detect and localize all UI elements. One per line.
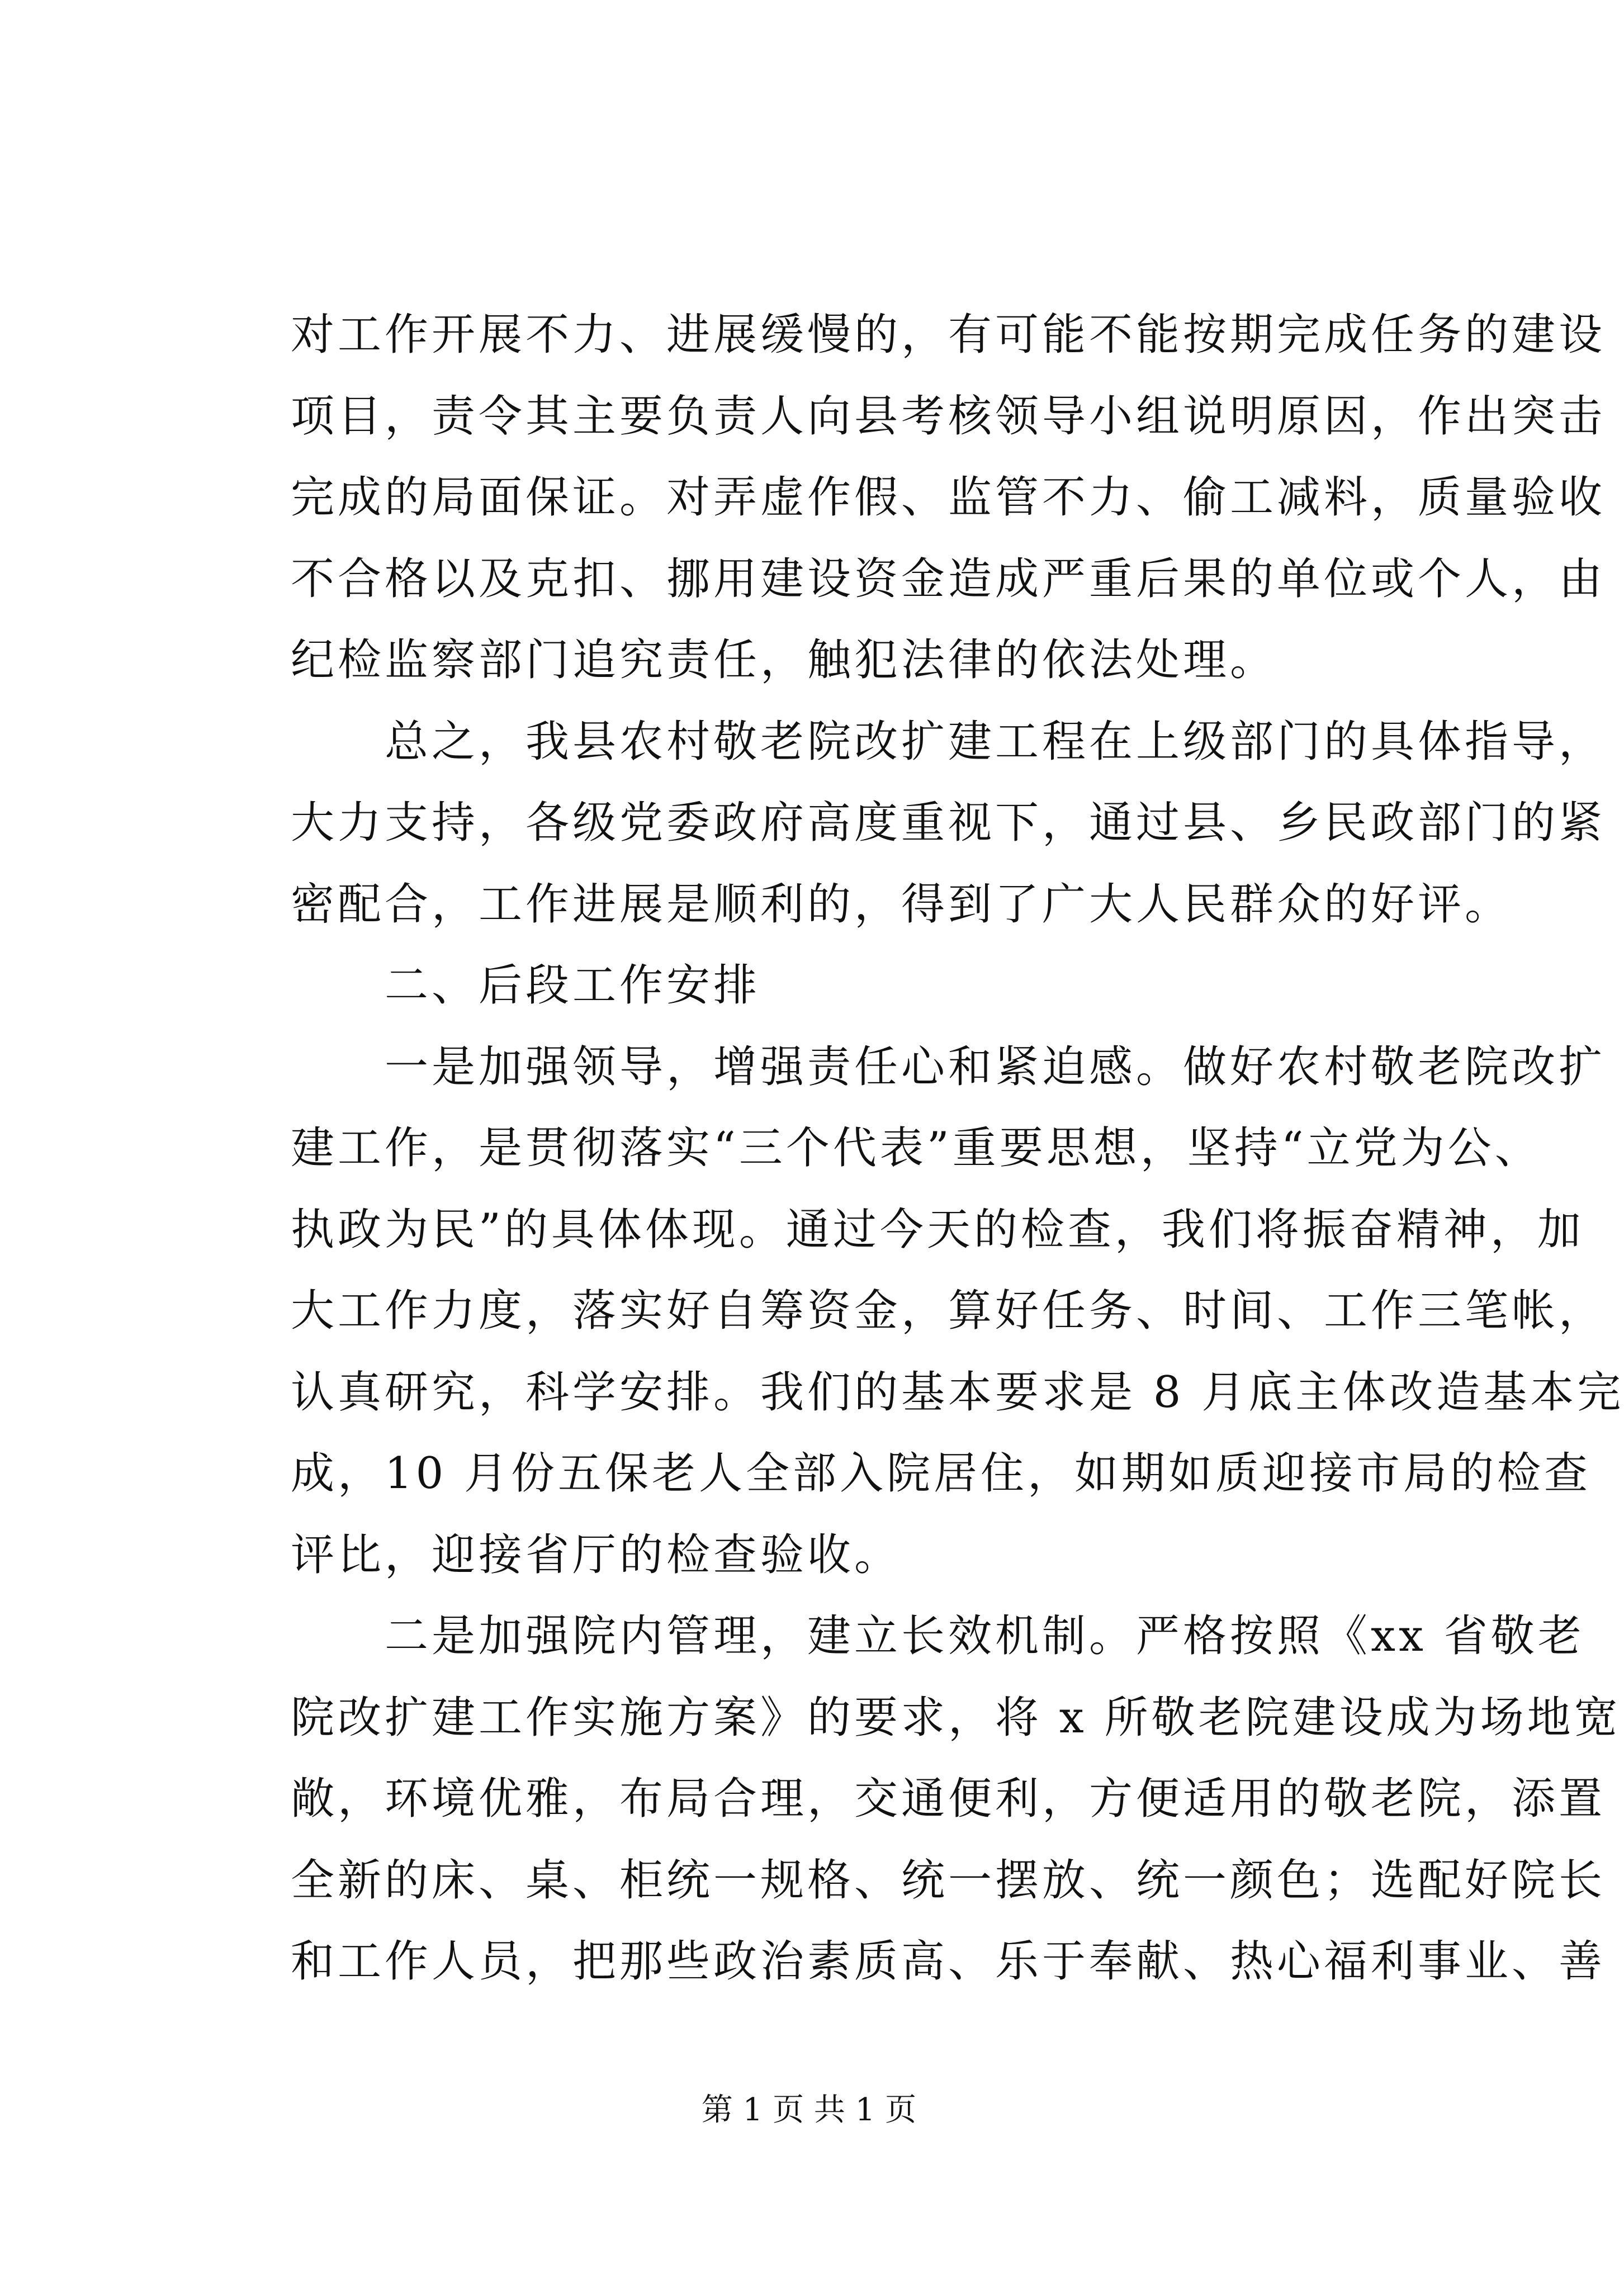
- text-line: 总之，我县农村敬老院改扩建工程在上级部门的具体指导，: [291, 716, 1606, 767]
- text-line: 对工作开展不力、进展缓慢的，有可能不能按期完成任务的建设: [291, 310, 1606, 360]
- text-line: 二是加强院内管理，建立长效机制。严格按照《xx 省敬老: [291, 1611, 1585, 1661]
- text-line: 密配合，工作进展是顺利的，得到了广大人民群众的好评。: [291, 879, 1512, 930]
- text-line: 大工作力度，落实好自筹资金，算好任务、时间、工作三笔帐，: [291, 1286, 1606, 1336]
- text-line: 一是加强领导，增强责任心和紧迫感。做好农村敬老院改扩: [291, 1041, 1606, 1092]
- body-text: [291, 295, 1624, 2003]
- text-line: 大力支持，各级党委政府高度重视下，通过县、乡民政部门的紧: [291, 798, 1606, 848]
- text-line: 院改扩建工作实施方案》的要求，将 x 所敬老院建设成为场地宽: [291, 1692, 1621, 1743]
- text-line: 纪检监察部门追究责任，触犯法律的依法处理。: [291, 635, 1277, 685]
- text-line: 执政为民”的具体体现。通过今天的检查，我们将振奋精神，加: [291, 1204, 1584, 1255]
- text-line: 全新的床、桌、柜统一规格、统一摆放、统一颜色；选配好院长: [291, 1855, 1606, 1906]
- section-heading: 二、后段工作安排: [291, 960, 761, 1011]
- text-line: 不合格以及克扣、挪用建设资金造成严重后果的单位或个人，由: [291, 553, 1606, 604]
- text-line: 成，10 月份五保老人全部入院居住，如期如质迎接市局的检查: [291, 1448, 1592, 1499]
- text-line: 项目，责令其主要负责人向县考核领导小组说明原因，作出突击: [291, 391, 1606, 442]
- text-line: 完成的局面保证。对弄虚作假、监管不力、偷工减料，质量验收: [291, 472, 1606, 523]
- text-line: 认真研究，科学安排。我们的基本要求是 8 月底主体改造基本完: [291, 1367, 1624, 1418]
- text-line: 敞，环境优雅，布局合理，交通便利，方便适用的敬老院，添置: [291, 1774, 1606, 1824]
- text-line: 建工作，是贯彻落实“三个代表”重要思想，坚持“立党为公、: [291, 1123, 1542, 1173]
- text-line: 评比，迎接省厅的检查验收。: [291, 1529, 902, 1580]
- text-line: 和工作人员，把那些政治素质高、乐于奉献、热心福利事业、善: [291, 1936, 1606, 1987]
- page-number-footer: 第 1 页 共 1 页: [701, 2092, 917, 2128]
